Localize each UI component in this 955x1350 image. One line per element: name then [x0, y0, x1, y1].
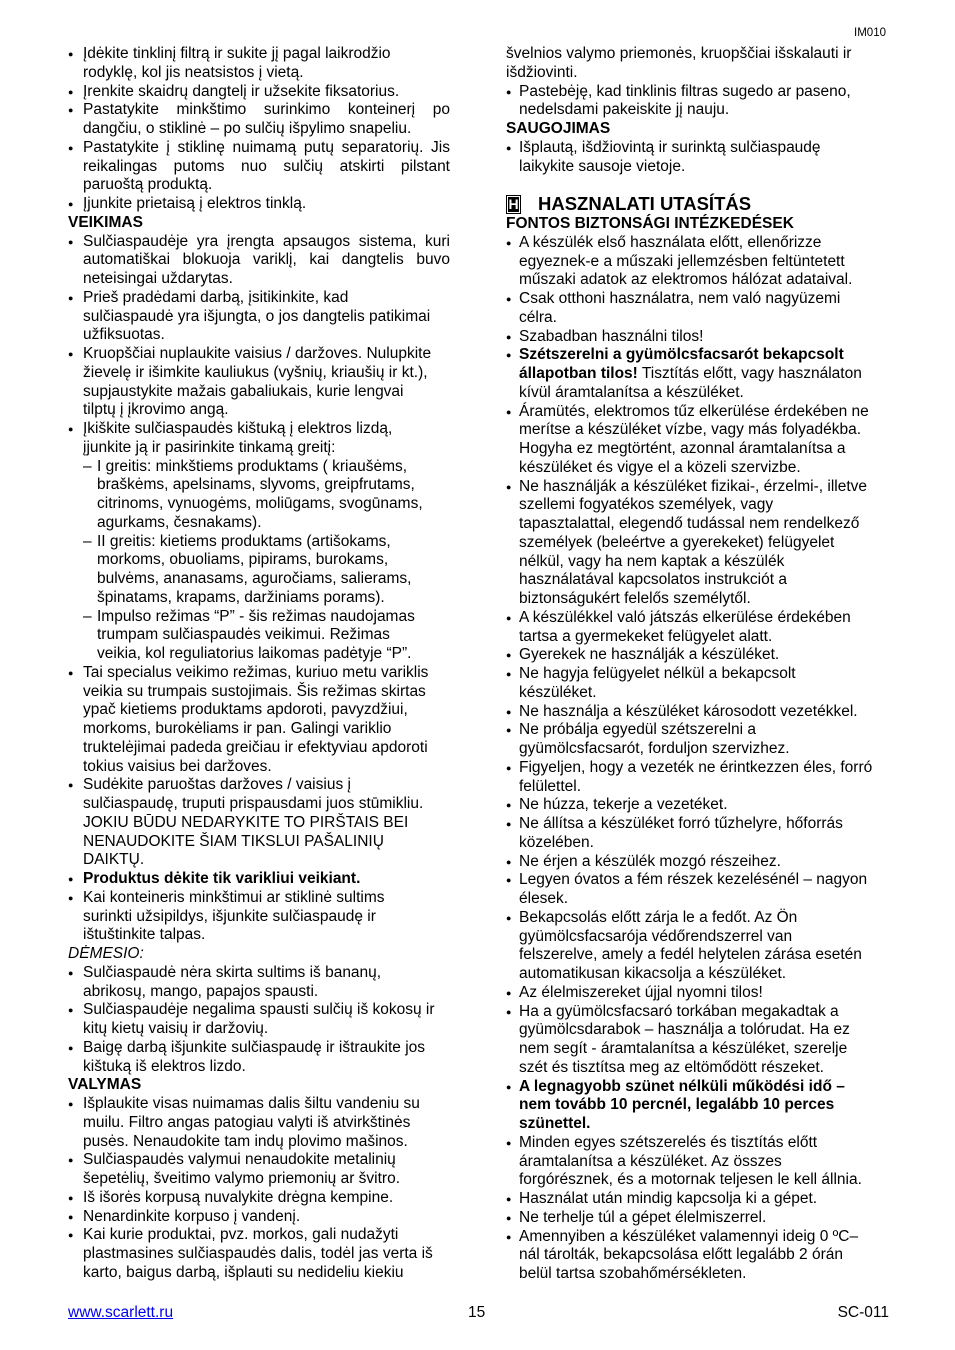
section-heading: FONTOS BIZTONSÁGI INTÉZKEDÉSEK — [506, 215, 794, 232]
text-line: felülettel. — [519, 777, 582, 795]
text-line: Használat után mindig kapcsolja ki a gépet. — [519, 1190, 818, 1207]
bullet-icon: ● — [68, 199, 74, 209]
text-line: Prieš pradėdami darbą, įsitikinkite, kad — [83, 288, 349, 306]
bullet-icon: ● — [68, 874, 74, 884]
bullet-icon: ● — [506, 912, 512, 923]
bullet-icon: ● — [506, 1194, 512, 1204]
bullet-icon: ● — [506, 481, 512, 492]
text-line: merítse a készüléket vízbe, vagy más folyadékba. — [519, 421, 862, 439]
bullet-icon: ● — [506, 1212, 512, 1223]
text-line: braškėms, apelsinams, slyvoms, greipfrutams, — [97, 476, 415, 494]
list-item — [68, 289, 450, 345]
text-line: špinatams, krapams, daržiniams porams). — [97, 588, 385, 606]
text-line: Legyen óvatos a fém részek kezelésénél – nagyon — [519, 871, 868, 889]
list-item — [68, 1039, 450, 1077]
text-line: Sulčiaspaudė nėra skirta sultims iš bananų, — [83, 963, 382, 981]
bold-text: állapotban tilos! — [519, 365, 638, 382]
text-line: I greitis: minkštiems produktams ( kriaušėms, — [97, 457, 408, 475]
bullet-icon: ● — [68, 780, 74, 791]
right-column-top — [506, 45, 888, 176]
list-item — [68, 889, 450, 945]
language-badge-icon: H — [506, 195, 521, 214]
text-line: élesek. — [519, 890, 569, 907]
text-line: veikia su trumpais sustojimais. Šis režimas skirtas — [83, 682, 426, 700]
text-line: A készülékkel való játszás elkerülése érdekében — [519, 608, 851, 626]
text-line: dangčiu, o stiklinė – po sulčių išpylimo snapeliu. — [83, 120, 412, 137]
text-line: tokius vaisius bei daržoves. — [83, 757, 272, 775]
bullet-icon: ● — [506, 142, 512, 153]
bullet-icon: ● — [506, 1231, 512, 1242]
text-line: közelében. — [519, 833, 594, 851]
bullet-icon: ● — [68, 1099, 74, 1109]
language-section-title — [506, 193, 888, 215]
text-line: Áramütés, elektromos tűz elkerülése érdekében ne — [519, 402, 869, 420]
text-line: Kai kurie produktai, pvz. morkos, gali nudažyti — [83, 1226, 399, 1244]
note-label: DĖMESIO: — [68, 945, 144, 962]
text-line: Produktus dėkite tik varikliui veikiant. — [83, 870, 361, 887]
text-line: Sulčiaspaudėje negalima spausti sulčių iš kokosų ir — [83, 1001, 435, 1019]
bullet-icon: ● — [68, 1211, 74, 1222]
text-line: sulčiaspaudė yra išjungta, o jos dangtelis patikimai — [83, 307, 431, 325]
text-line: Impulso režimas “P” - šis režimas naudojamas — [97, 607, 415, 625]
list-item — [68, 233, 450, 289]
bullet-icon: ● — [68, 424, 74, 434]
dash-icon: – — [83, 607, 92, 625]
bullet-icon: ● — [68, 1042, 74, 1053]
text-line: Sulčiaspaudėje yra įrengta apsaugos sistema, kuri — [83, 232, 450, 250]
text-line: JOKIU BŪDU NEDARYKITE TO PIRŠTAIS BEI — [83, 813, 409, 831]
text-line: egyeznek-e a műszaki jellemzésben feltüntetett — [519, 252, 845, 270]
list-item — [506, 328, 888, 347]
bullet-icon: ● — [506, 86, 512, 97]
list-item — [506, 1078, 888, 1134]
list-item — [506, 703, 888, 722]
list-item — [68, 139, 450, 195]
model-number: SC-011 — [837, 1304, 889, 1321]
text-line: Ne terhelje túl a gépet élelmiszerrel. — [519, 1208, 767, 1226]
dash-icon: – — [83, 532, 92, 550]
bullet-icon: ● — [506, 350, 512, 361]
text-line: Ne próbálja egyedül szétszerelni a — [519, 721, 756, 739]
bullet-icon: ● — [68, 1230, 74, 1241]
dash-list-item — [68, 533, 450, 608]
right-column-hungarian — [506, 193, 888, 1284]
text-line: Įjunkite prietaisą į elektros tinklą. — [83, 195, 307, 212]
text-line: biztonságukért felelős személytől. — [519, 590, 751, 607]
text-line: Sudėkite paruoštas daržoves / vaisius į — [83, 776, 351, 794]
bullet-icon: ● — [506, 669, 512, 679]
list-item — [506, 1209, 888, 1228]
text-line: Tai specialus veikimo režimas, kuriuo metu variklis — [83, 663, 429, 681]
bullet-icon: ● — [68, 1005, 74, 1016]
list-item — [68, 345, 450, 420]
text-line: kitų kietų vaisių ir daržovių. — [83, 1020, 269, 1037]
text-line: tapasztalattal, elegendő tudással nem rendelkező — [519, 515, 860, 532]
bullet-icon: ● — [506, 706, 512, 717]
text-line: gyümölcsfacsarója védőrendszerrel van — [519, 927, 793, 945]
text-line: Įrenkite skaidrų dangtelį ir užsekite fiksatorius. — [83, 82, 400, 100]
bullet-icon: ● — [506, 612, 512, 623]
bullet-icon: ● — [68, 349, 74, 359]
text-line: nedelsdami pakeiskite jį nauju. — [519, 101, 730, 119]
text-line: Gyerekek ne használják a készüléket. — [519, 646, 780, 664]
text-line: reikalingas putoms nuo sulčių atskirti pilstant — [83, 157, 450, 175]
list-item — [68, 83, 450, 102]
paragraph — [506, 45, 888, 83]
list-item — [68, 776, 450, 870]
text-line: személyek (beleértve a gyerekeket) felügyelet — [519, 533, 835, 551]
list-item — [506, 759, 888, 797]
text-line: tartsa a gyermekeket felügyelet alatt. — [519, 627, 773, 645]
left-column — [68, 45, 450, 1283]
list-item — [68, 1151, 450, 1189]
text-line: belül tartsa szobahőmérsékleten. — [519, 1265, 747, 1282]
text-line: Įkiškite sulčiaspaudės kištuką į elektros lizdą, — [83, 420, 393, 437]
bullet-icon: ● — [68, 892, 74, 903]
list-item — [506, 346, 888, 402]
list-item — [68, 420, 450, 458]
list-item — [506, 139, 888, 177]
document-code: IM010 — [854, 27, 886, 39]
bullet-icon: ● — [68, 1155, 74, 1166]
bullet-icon: ● — [506, 856, 512, 867]
text-line: Ne húzza, tekerje a vezetéket. — [519, 796, 728, 814]
text-line: citrinoms, vynuogėms, moliūgams, svogūnams, — [97, 495, 423, 512]
page-number: 15 — [468, 1304, 486, 1321]
list-item — [506, 909, 888, 984]
list-item — [68, 1208, 450, 1227]
list-item — [68, 964, 450, 1002]
text-line: Pastebėję, kad tinklinis filtras sugedo ar paseno, — [519, 82, 851, 100]
list-item — [506, 83, 888, 121]
list-item — [68, 870, 450, 889]
list-item — [506, 1190, 888, 1209]
text-line: célra. — [519, 308, 557, 326]
text-line: gyümölcsdarabok – használja a tolórudat. Ha ez — [519, 1021, 850, 1039]
text-line: Csak otthoni használatra, nem való nagyüzemi — [519, 290, 841, 307]
text-line: Išplautą, išdžiovintą ir surinktą sulčiaspaudę — [519, 138, 821, 156]
text-line: A készülék első használata előtt, ellenőrizze — [519, 233, 822, 251]
text-line: tilptų į įkrovimo angą. — [83, 401, 229, 419]
text-line: Hogyha ez megtörtént, azonnal áramtalanítsa a — [519, 440, 846, 457]
text-line: Kruopščiai nuplaukite vaisius / daržoves. Nulupkite — [83, 345, 432, 362]
text-line: abrikosų, mango, papajos spausti. — [83, 982, 319, 1000]
text-line: agurkams, česnakams). — [97, 513, 262, 531]
text-line: Ne érjen a készülék mozgó részeihez. — [519, 852, 781, 870]
list-item — [68, 1189, 450, 1208]
text-line: trumpam sulčiaspaudės veikimui. Režimas — [97, 626, 390, 644]
website-link[interactable]: www.scarlett.ru — [68, 1304, 174, 1321]
text-line: truktelėjimai padeda greičiau ir efektyviau apdoroti — [83, 738, 428, 756]
text-line — [519, 346, 888, 365]
text-line: A legnagyobb szünet nélküli működési idő – — [519, 1077, 845, 1095]
text-line: Az élelmiszereket újjal nyomni tilos! — [519, 983, 763, 1001]
text-line: rodyklę, kol jis neatsistos į vietą. — [83, 63, 304, 81]
list-item — [68, 1001, 450, 1039]
text-line: paruoštą produktą. — [83, 176, 213, 194]
text-line: áramtalanítsa a készüléket. Az összes — [519, 1152, 782, 1170]
text-line: žievelę ir išimkite kauliukus (vyšnių, kriaušių ir kt.), — [83, 363, 428, 381]
text-line: Sulčiaspaudės valymui nenaudokite metalinių — [83, 1151, 396, 1169]
text-line: užfiksuotas. — [83, 326, 165, 344]
section-heading: VEIKIMAS — [68, 213, 143, 231]
list-item — [506, 665, 888, 703]
bullet-icon: ● — [506, 762, 512, 773]
text-line: Bekapcsolás előtt zárja le a fedőt. Az Ön — [519, 908, 798, 926]
text-line: plastmasines sulčiaspaudės dalis, todėl jas verta iš — [83, 1245, 433, 1262]
text-line: įjunkite ją ir pasirinkite tinkamą greitį: — [83, 438, 336, 456]
text-line: kištuką iš elektros lizdo. — [83, 1057, 246, 1075]
text-line: Szabadban használni tilos! — [519, 327, 704, 345]
text-line: Baigę darbą išjunkite sulčiaspaudę ir ištraukite jos — [83, 1038, 426, 1056]
text-line: nem tovább 10 percnél, legalább 10 perces — [519, 1096, 835, 1114]
title-text: HASZNALATI UTASÍTÁS — [538, 193, 752, 214]
text-line: Nenardinkite korpuso į vandenį. — [83, 1207, 301, 1225]
text-line: ypač kietiems produktams apdoroti, pavyzdžiui, — [83, 701, 408, 719]
text-line: automatiškai blokuoja variklį, kai dangtelis buvo — [83, 251, 450, 269]
bullet-icon: ● — [506, 650, 512, 661]
bullet-icon: ● — [506, 725, 512, 736]
text-line: automatikusan kikacsolja a készüléket. — [519, 965, 787, 982]
text-line: Įdėkite tinklinį filtrą ir sukite jį pagal laikrodžio — [83, 45, 391, 62]
list-item — [506, 290, 888, 328]
list-item — [68, 45, 450, 83]
text-line: Ne használják a készüléket fizikai-, érzelmi-, illetve — [519, 477, 868, 495]
section-heading: VALYMAS — [68, 1076, 142, 1094]
text-line: használatával kapcsolatos instrukciót a — [519, 571, 787, 589]
text-line: Pastatykite minkštimo surinkimo konteinerį po — [83, 101, 450, 119]
list-item — [506, 721, 888, 759]
list-item — [68, 664, 450, 777]
list-item — [506, 1003, 888, 1078]
list-item — [506, 1228, 888, 1284]
bullet-icon: ● — [506, 1137, 512, 1148]
text-line: Ha a gyümölcsfacsaró torkában megakadtak a — [519, 1002, 839, 1020]
text-line: Kai konteineris minkštimui ar stiklinė sultims — [83, 888, 385, 906]
text-line: gyümölcsfacsarót, forduljon szervizhez. — [519, 740, 790, 757]
text-line: Iš išorės korpusą nuvalykite drėgna kempine. — [83, 1188, 394, 1206]
text-line: műszaki adatok az elektromos hálózat adataival. — [519, 271, 853, 289]
bullet-icon: ● — [68, 236, 74, 247]
bullet-icon: ● — [68, 667, 74, 678]
bullet-icon: ● — [506, 800, 512, 811]
list-item — [506, 234, 888, 290]
list-item — [506, 1134, 888, 1190]
text-line: Amennyiben a készüléket valamennyi ideig 0 ºC– — [519, 1227, 859, 1245]
bullet-icon: ● — [68, 292, 74, 303]
list-item — [506, 478, 888, 609]
text-line: Pastatykite į stiklinę nuimamą putų separatorių. Jis — [83, 138, 450, 156]
bullet-icon: ● — [68, 967, 74, 978]
text-line: neteisingai uždarytas. — [83, 270, 233, 287]
text-line: NENAUDOKITE ŠIAM TIKSLUI PAŠALINIŲ — [83, 832, 384, 850]
bullet-icon: ● — [506, 237, 512, 248]
bold-text: Szétszerelni a gyümölcsfacsarót bekapcsolt — [519, 346, 844, 364]
text-line: išdžiovinti. — [506, 63, 578, 81]
text-line: Figyeljen, hogy a vezeték ne érintkezzen éles, forró — [519, 758, 873, 776]
bullet-icon: ● — [506, 1006, 512, 1017]
text-line: felszerelve, amely a fedél helytelen zárása esetén — [519, 946, 862, 964]
text-line: Ne használja a készüléket károsodott vezetékkel. — [519, 702, 858, 720]
list-item — [506, 403, 888, 478]
text-line: nem segít - áramtalanítsa a készüléket, szerelje — [519, 1040, 848, 1057]
text-line — [519, 365, 888, 384]
bullet-icon: ● — [68, 49, 74, 59]
dash-list-item — [68, 458, 450, 533]
text-line: nál tárolták, bekapcsolása előtt legalább 2 órán — [519, 1246, 843, 1264]
text-line: karto, baigus darbą, išplauti su nedideliu kiekiu — [83, 1263, 404, 1281]
text-line: morkoms, burokėliams ir pan. Galingi variklio — [83, 720, 392, 737]
text-line: Ne állítsa a készüléket forró tűzhelyre, hőforrás — [519, 815, 843, 832]
text-line: készüléket és vigye el a közeli szervizbe. — [519, 458, 801, 476]
list-item — [506, 609, 888, 647]
text-line: szét és tisztítsa meg az eltömődött részeket. — [519, 1058, 824, 1076]
bullet-icon: ● — [506, 1081, 512, 1092]
text-line: švelnios valymo priemonės, kruopščiai išskalauti ir — [506, 45, 852, 62]
text-line: šepetėlių, šveitimo valymo priemonių ar švitro. — [83, 1170, 401, 1187]
bullet-icon: ● — [506, 819, 512, 829]
text-line: morkoms, obuoliams, pipirams, burokams, — [97, 551, 389, 569]
bullet-icon: ● — [506, 875, 512, 886]
text-line: Minden egyes szétszerelés és tisztítás előtt — [519, 1133, 818, 1151]
text-line: szünettel. — [519, 1115, 591, 1132]
bullet-icon: ● — [506, 294, 512, 304]
bullet-icon: ● — [68, 86, 74, 97]
text-line: ištuštinkite talpas. — [83, 926, 206, 944]
list-item — [68, 1226, 450, 1282]
text-line: Ne hagyja felügyelet nélkül a bekapcsolt — [519, 665, 796, 682]
text-line: nélkül, vagy ha nem kaptak a készülék — [519, 552, 785, 570]
text-line: surinkti užsipildys, išjunkite sulčiaspaudę ir — [83, 907, 376, 925]
text-line: II greitis: kietiems produktams (artišokams, — [97, 532, 391, 550]
text-line: veikia, kol reguliatorius laikomas padėtyje “P”. — [97, 645, 412, 662]
text-line: supjaustykite mažais gabaliukais, kurie lengvai — [83, 382, 404, 400]
text-line: készüléket. — [519, 683, 597, 701]
dash-icon: – — [83, 457, 92, 475]
text-line: sulčiaspaudę, truputi prispausdami juos stūmikliu. — [83, 795, 424, 812]
text-line: szellemi fogyatékos személyek, vagy — [519, 496, 774, 514]
list-item — [506, 853, 888, 872]
list-item — [68, 195, 450, 214]
text-line: bulvėms, ananasams, aguročiams, salierams, — [97, 570, 412, 587]
bullet-icon: ● — [506, 331, 512, 342]
list-item — [506, 646, 888, 665]
list-item — [68, 101, 450, 139]
text-line: kívül áramtalanítsa a készüléket. — [519, 383, 744, 401]
text-line: Išplaukite visas nuimamas dalis šiltu vandeniu su — [83, 1095, 420, 1112]
text-line: muilu. Filtro angas patogiau valyti iš atvirkštinės — [83, 1113, 411, 1131]
bullet-icon: ● — [506, 987, 512, 998]
bullet-icon: ● — [68, 1192, 74, 1203]
bullet-icon: ● — [68, 142, 74, 153]
bullet-icon: ● — [506, 406, 512, 417]
list-item — [68, 1095, 450, 1151]
section-heading: SAUGOJIMAS — [506, 120, 611, 137]
list-item — [506, 815, 888, 853]
text-line: laikykite sausoje vietoje. — [519, 157, 686, 175]
list-item — [506, 796, 888, 815]
text-line: pusės. Nenaudokite tam indų plovimo mašinos. — [83, 1132, 408, 1150]
text-line: DAIKTŲ. — [83, 851, 145, 869]
text: Tisztítás előtt, vagy használaton — [637, 365, 862, 382]
text-line: forgórésznek, és a motornak teljesen le kell állnia. — [519, 1171, 862, 1189]
bullet-icon: ● — [68, 105, 74, 116]
list-item — [506, 984, 888, 1003]
dash-list-item — [68, 608, 450, 664]
list-item — [506, 871, 888, 909]
